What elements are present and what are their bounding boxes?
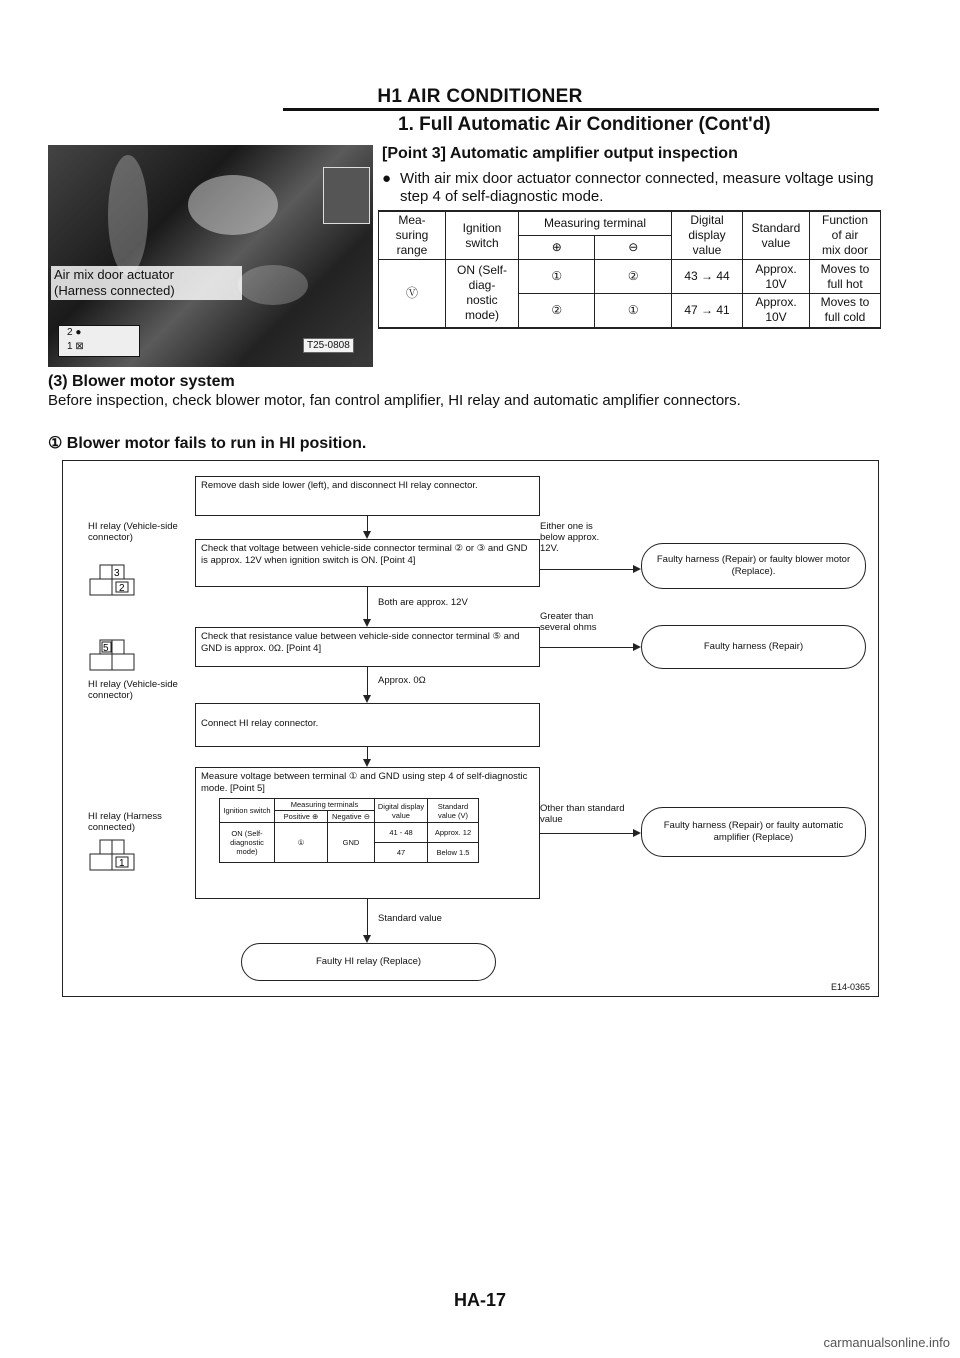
- photo-code: T25-0808: [303, 338, 354, 353]
- th-display: Digital display value: [672, 211, 743, 260]
- th-terminal: Measuring terminal: [519, 211, 672, 236]
- row2-function: Moves to full cold: [810, 294, 881, 328]
- bullet-icon: ●: [382, 170, 392, 187]
- svg-text:5: 5: [103, 643, 109, 654]
- blower-heading: (3) Blower motor system: [48, 373, 235, 390]
- watermark: carmanualsonline.info: [823, 1335, 950, 1350]
- photo-caption: Air mix door actuator (Harness connected): [51, 266, 242, 300]
- relay-label-3: HI relay (Harness connected): [88, 811, 162, 833]
- diagnostic-flowchart: [62, 460, 879, 997]
- relay-connector-icon-2: [88, 636, 138, 676]
- step3-ok: Approx. 0Ω: [378, 675, 426, 686]
- actuator-photo: [48, 145, 373, 367]
- chapter-title: 1. Full Automatic Air Conditioner (Cont'd): [398, 114, 771, 135]
- th-negative: ⊖: [595, 236, 672, 260]
- relay-connector-icon-1: [88, 561, 138, 601]
- ignition-value: ON (Self- diag- nostic mode): [446, 260, 519, 328]
- row2-standard: Approx. 10V: [743, 294, 810, 328]
- th-function: Function of air mix door: [810, 211, 881, 260]
- row2-pos: ②: [519, 294, 595, 328]
- svg-text:2: 2: [119, 583, 125, 594]
- figure-code: E14-0365: [830, 982, 870, 992]
- result-harness-or-amplifier: Faulty harness (Repair) or faulty automatic amplifier (Replace): [641, 807, 866, 857]
- output-spec-table: [378, 210, 881, 329]
- relay-connector-icon-3: [88, 836, 138, 876]
- step-remove-connector: Remove dash side lower (left), and disconnect HI relay connector.: [195, 476, 540, 516]
- step-check-voltage: Check that voltage between vehicle-side connector terminal ② or ③ and GND is approx. 12V when ignition switch is ON. [Point 4]: [195, 539, 540, 587]
- step5-spec-table: Ignition switch Measuring terminals Digital display value Standard value (V) Positive ⊕ Negative ⊖ ON (Self-diagnostic mode) ① GND 41 - 48 Approx. 12 47 Below 1.5: [219, 798, 479, 863]
- point3-heading: [Point 3] Automatic amplifier output inspection: [382, 145, 738, 162]
- th-positive: ⊕: [519, 236, 595, 260]
- row1-pos: ①: [519, 260, 595, 294]
- point3-bullet: With air mix door actuator connector connected, measure voltage using step 4 of self-diagnostic mode.: [400, 170, 874, 205]
- th-ignition: Ignition switch: [446, 211, 519, 260]
- relay-label-2: HI relay (Vehicle-side connector): [88, 679, 178, 701]
- step3-ng-condition: Greater than several ohms: [540, 611, 597, 633]
- svg-text:3: 3: [114, 568, 120, 579]
- svg-text:1: 1: [119, 858, 125, 869]
- case-heading: ① Blower motor fails to run in HI position.: [48, 435, 367, 452]
- result-harness-or-blower: Faulty harness (Repair) or faulty blower motor (Replace).: [641, 543, 866, 589]
- row1-neg: ②: [595, 260, 672, 294]
- th-range: Mea- suring range: [379, 211, 446, 260]
- page-number: HA-17: [453, 1290, 506, 1310]
- relay-label-1: HI relay (Vehicle-side connector): [88, 521, 178, 543]
- connector-diagram: 2 ● 1 ⊠: [58, 325, 140, 357]
- section-title: H1 AIR CONDITIONER: [377, 86, 583, 107]
- blower-intro: Before inspection, check blower motor, fan control amplifier, HI relay and automatic amplifier connectors.: [48, 392, 741, 409]
- step5-ng-condition: Other than standard value: [540, 803, 625, 825]
- title-rule: [283, 108, 879, 111]
- th-standard: Standard value: [743, 211, 810, 260]
- row2-display: 47 → 41: [672, 294, 743, 328]
- step-connect-relay: Connect HI relay connector.: [195, 703, 540, 747]
- result-faulty-relay: Faulty HI relay (Replace): [241, 943, 496, 981]
- range-symbol: Ⓥ: [379, 260, 446, 328]
- step5-text: Measure voltage between terminal ① and GND using step 4 of self-diagnostic mode. [Point 5]: [201, 771, 528, 794]
- step2-ng-condition: Either one is below approx. 12V.: [540, 521, 600, 554]
- meter-icon: [323, 167, 370, 224]
- step-measure-voltage: [195, 767, 540, 899]
- result-harness-repair: Faulty harness (Repair): [641, 625, 866, 669]
- row1-function: Moves to full hot: [810, 260, 881, 294]
- row1-standard: Approx. 10V: [743, 260, 810, 294]
- row1-display: 43 → 44: [672, 260, 743, 294]
- step5-ok: Standard value: [378, 913, 442, 924]
- step-check-resistance: Check that resistance value between vehicle-side connector terminal ⑤ and GND is approx. 0Ω. [Point 4]: [195, 627, 540, 667]
- step2-ok: Both are approx. 12V: [378, 597, 468, 608]
- row2-neg: ①: [595, 294, 672, 328]
